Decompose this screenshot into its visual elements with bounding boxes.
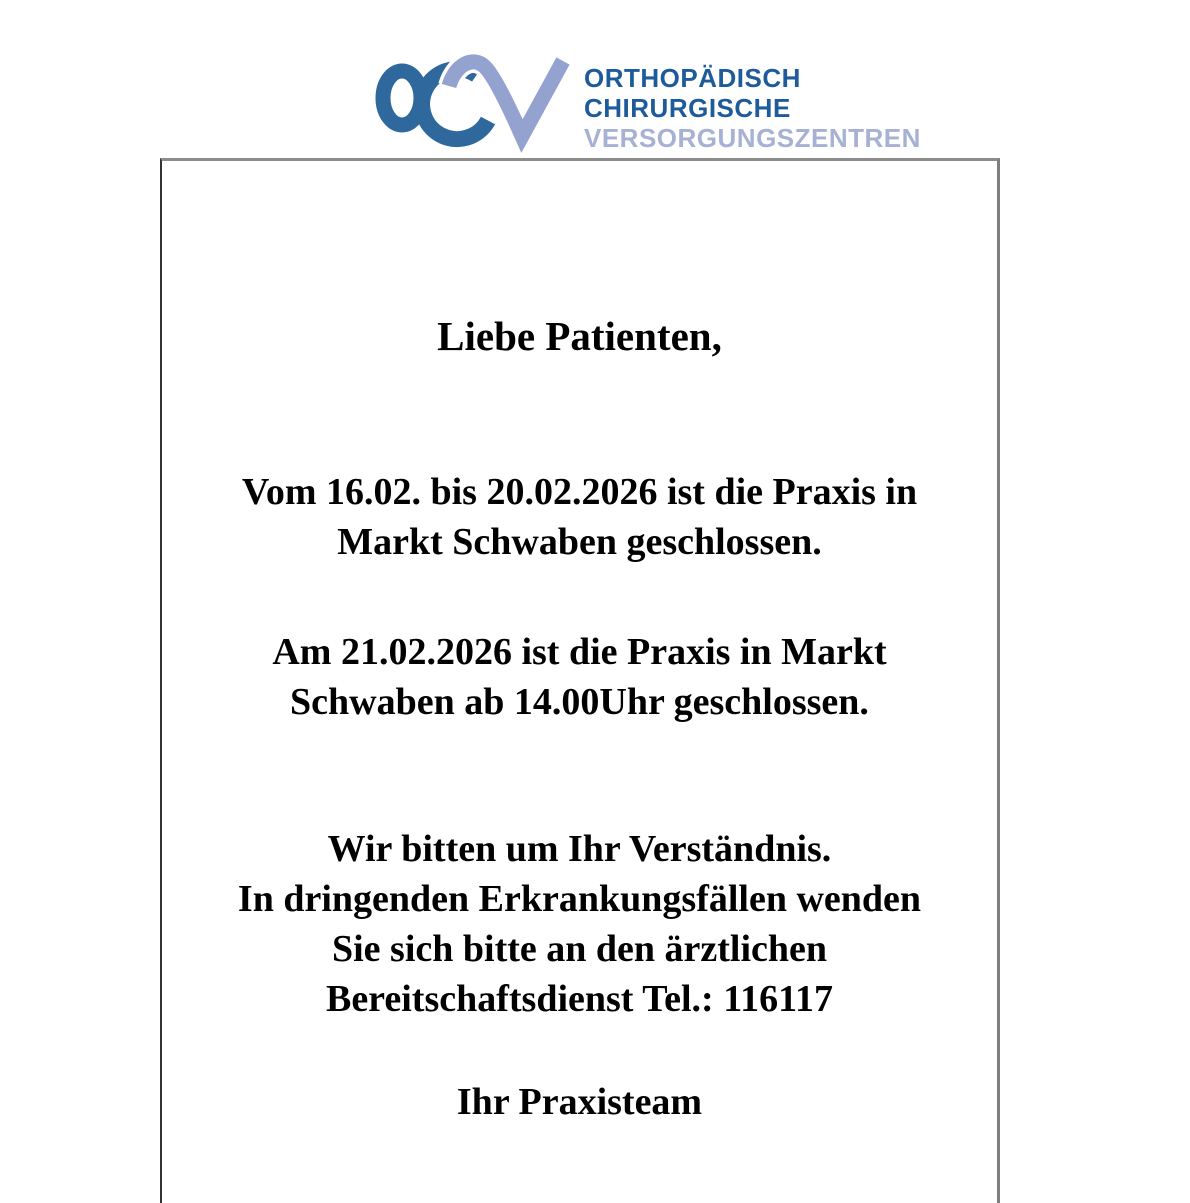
signature: Ihr Praxisteam: [456, 1081, 703, 1123]
logo-wordmark: [584, 63, 921, 153]
paragraph-closure-week: [162, 467, 997, 567]
notice-box: [160, 158, 1000, 1203]
greeting-heading: Liebe Patienten,: [437, 313, 722, 359]
wordmark-line-1: ORTHOPÄDISCH: [584, 63, 801, 93]
clinic-logo: [375, 52, 921, 153]
text-line: Schwaben ab 14.00Uhr geschlossen.: [290, 681, 869, 723]
wordmark-line-2: CHIRURGISCHE: [584, 93, 791, 123]
text-line: Wir bitten um Ihr Verständnis.: [327, 828, 832, 870]
text-line: Sie sich bitte an den ärztlichen: [331, 928, 828, 970]
text-line: Bereitschaftsdienst Tel.: 116117: [325, 978, 834, 1020]
paragraph-understanding: [162, 824, 997, 1024]
ocv-logo-icon: [375, 52, 575, 152]
text-line: Vom 16.02. bis 20.02.2026 ist die Praxis in: [241, 471, 918, 513]
wordmark-line-3: VERSORGUNGSZENTREN: [584, 123, 921, 153]
text-line: Markt Schwaben geschlossen.: [337, 521, 822, 563]
logo-letter-o: [383, 71, 421, 125]
paragraph-closure-saturday: [162, 627, 997, 727]
text-line: In dringenden Erkrankungsfällen wenden: [237, 878, 922, 920]
text-line: Am 21.02.2026 ist die Praxis in Markt: [272, 631, 887, 673]
